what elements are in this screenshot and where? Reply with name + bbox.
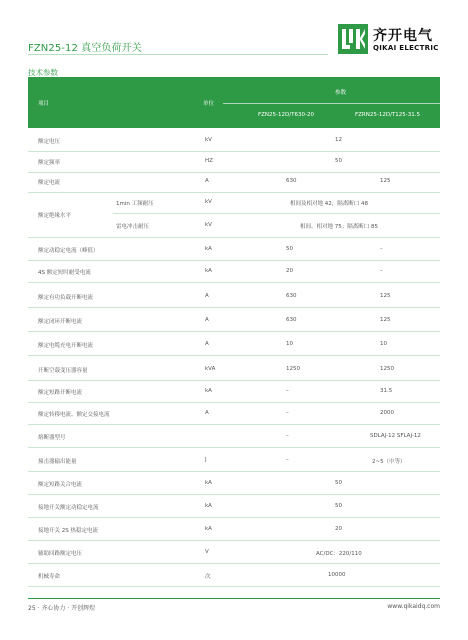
table-header <box>28 78 440 128</box>
row-value: 50 <box>335 158 342 164</box>
row-name: 开断空载变压器容量 <box>38 368 88 374</box>
row-value-model-1: 630 <box>286 293 297 299</box>
row-name: 额定电流 <box>38 180 61 186</box>
header-model-1: FZN25-12D/T630-20 <box>258 112 314 118</box>
row-name: 额定转移电流、额定交接电流 <box>38 412 110 418</box>
row-unit: 次 <box>205 574 211 580</box>
sub-row-divider <box>113 213 440 214</box>
title-divider <box>28 54 328 55</box>
row-value-model-1: 630 <box>286 317 297 323</box>
table-row <box>28 380 440 403</box>
row-name: 额定有功负载开断电流 <box>38 295 94 301</box>
row-name: 机械寿命 <box>38 574 61 580</box>
sub-row-name: 1min 工频耐压 <box>116 201 154 207</box>
table-row <box>28 285 440 308</box>
footer-page-slogan: 25 · 齐心协力 · 开创辉煌 <box>28 605 96 612</box>
row-value-model-2: – <box>380 246 383 252</box>
row-unit: kVA <box>205 366 216 372</box>
row-unit: HZ <box>205 158 213 164</box>
table-row <box>28 358 440 381</box>
row-name: 撞击器输出能量 <box>38 459 77 465</box>
row-name: 额定频率 <box>38 160 61 166</box>
row-name: 额定闭环开断电流 <box>38 319 83 325</box>
row-unit: J <box>205 457 207 463</box>
section-title: 技术参数 <box>28 68 58 77</box>
row-unit: kA <box>205 268 212 274</box>
row-unit: A <box>205 178 209 184</box>
row-value-model-2: 2~5（中等） <box>372 459 406 465</box>
row-unit: A <box>205 293 209 299</box>
row-value-model-1: 630 <box>286 178 297 184</box>
row-value-model-1: 20 <box>286 268 293 274</box>
table-row-insulation <box>28 191 440 238</box>
row-name: 额定短路关合电流 <box>38 482 83 488</box>
table-row <box>28 541 440 564</box>
header-divider <box>223 103 440 104</box>
row-value: AC/DC：220/110 <box>316 551 362 557</box>
table-row <box>28 518 440 541</box>
table-row <box>28 495 440 518</box>
row-name: 额定绝缘水平 <box>38 213 72 219</box>
table-row <box>28 564 440 587</box>
row-value-model-2: 125 <box>380 178 391 184</box>
row-name: 额定动稳定电流（峰值） <box>38 248 99 254</box>
table-row <box>28 170 440 193</box>
table-row <box>28 129 440 152</box>
row-unit: A <box>205 341 209 347</box>
sub-row-name: 雷电冲击耐压 <box>116 224 150 230</box>
footer-website: www.qikaidq.com <box>387 603 440 610</box>
row-name: 额定短路开断电流 <box>38 390 83 396</box>
row-value-model-2: 1250 <box>380 366 394 372</box>
row-value-model-1: 1250 <box>286 366 300 372</box>
table-row <box>28 333 440 356</box>
row-value-model-2: 2000 <box>380 410 394 416</box>
row-value-model-1: 50 <box>286 246 293 252</box>
header-item: 项目 <box>38 101 50 107</box>
row-unit: A <box>205 410 209 416</box>
table-row <box>28 425 440 448</box>
header-model-2: FZRN25-12D/T125-31.5 <box>355 112 421 118</box>
row-value: 50 <box>335 480 342 486</box>
row-value-model-1: – <box>286 433 289 439</box>
table-row <box>28 472 440 495</box>
row-unit: kA <box>205 480 212 486</box>
table-row <box>28 449 440 472</box>
row-name: 熔断器型号 <box>38 435 66 441</box>
row-value-model-1: – <box>286 410 289 416</box>
table-row <box>28 309 440 332</box>
row-name: 辅助回路额定电压 <box>38 551 83 557</box>
row-unit: kV <box>205 137 212 143</box>
row-name: 接地开关 2S 热稳定电流 <box>38 528 98 534</box>
row-unit: kA <box>205 503 212 509</box>
sub-row-value: 相间、相对地 75；隔离断口 85 <box>300 224 378 230</box>
sub-row-value: 相间及相对地 42，隔离断口 48 <box>290 201 368 207</box>
footer-divider <box>28 598 440 599</box>
row-value-model-2: 10 <box>380 341 387 347</box>
logo-english-text: QIKAI ELECTRIC <box>373 44 439 52</box>
row-unit: V <box>205 549 209 555</box>
row-value-model-2: 125 <box>380 293 391 299</box>
row-name: 额定电缆充电开断电流 <box>38 343 94 349</box>
sub-row-unit: kV <box>205 199 212 205</box>
table-row <box>28 402 440 425</box>
row-unit: A <box>205 317 209 323</box>
row-value: 20 <box>335 526 342 532</box>
page-title: FZN25-12 真空负荷开关 <box>28 43 142 54</box>
row-value-model-2: 31.5 <box>380 388 393 394</box>
row-value-model-2: SDLAJ-12 SFLAJ-12 <box>370 433 421 439</box>
row-value-model-2: 125 <box>380 317 391 323</box>
brand-logo <box>338 24 450 56</box>
header-unit: 单位 <box>203 101 215 107</box>
row-unit: kA <box>205 246 212 252</box>
row-value-model-1: 10 <box>286 341 293 347</box>
row-name: 接地开关额定动稳定电流 <box>38 505 99 511</box>
sub-row-unit: kV <box>205 222 212 228</box>
row-name: 额定电压 <box>38 139 61 145</box>
row-value: 50 <box>335 503 342 509</box>
row-value-model-1: – <box>286 457 289 463</box>
row-value: 12 <box>335 137 342 143</box>
row-unit: kA <box>205 526 212 532</box>
row-unit: kA <box>205 388 212 394</box>
row-value-model-2: – <box>380 268 383 274</box>
table-row <box>28 260 440 283</box>
header-params: 参数 <box>335 90 347 96</box>
row-value-model-1: – <box>286 388 289 394</box>
row-name: 4S 额定短时耐受电流 <box>38 270 91 276</box>
logo-chinese-text: 齐开电气 <box>373 28 433 44</box>
qikai-logo-icon <box>338 24 368 54</box>
table-row <box>28 238 440 261</box>
row-value: 10000 <box>328 572 346 578</box>
